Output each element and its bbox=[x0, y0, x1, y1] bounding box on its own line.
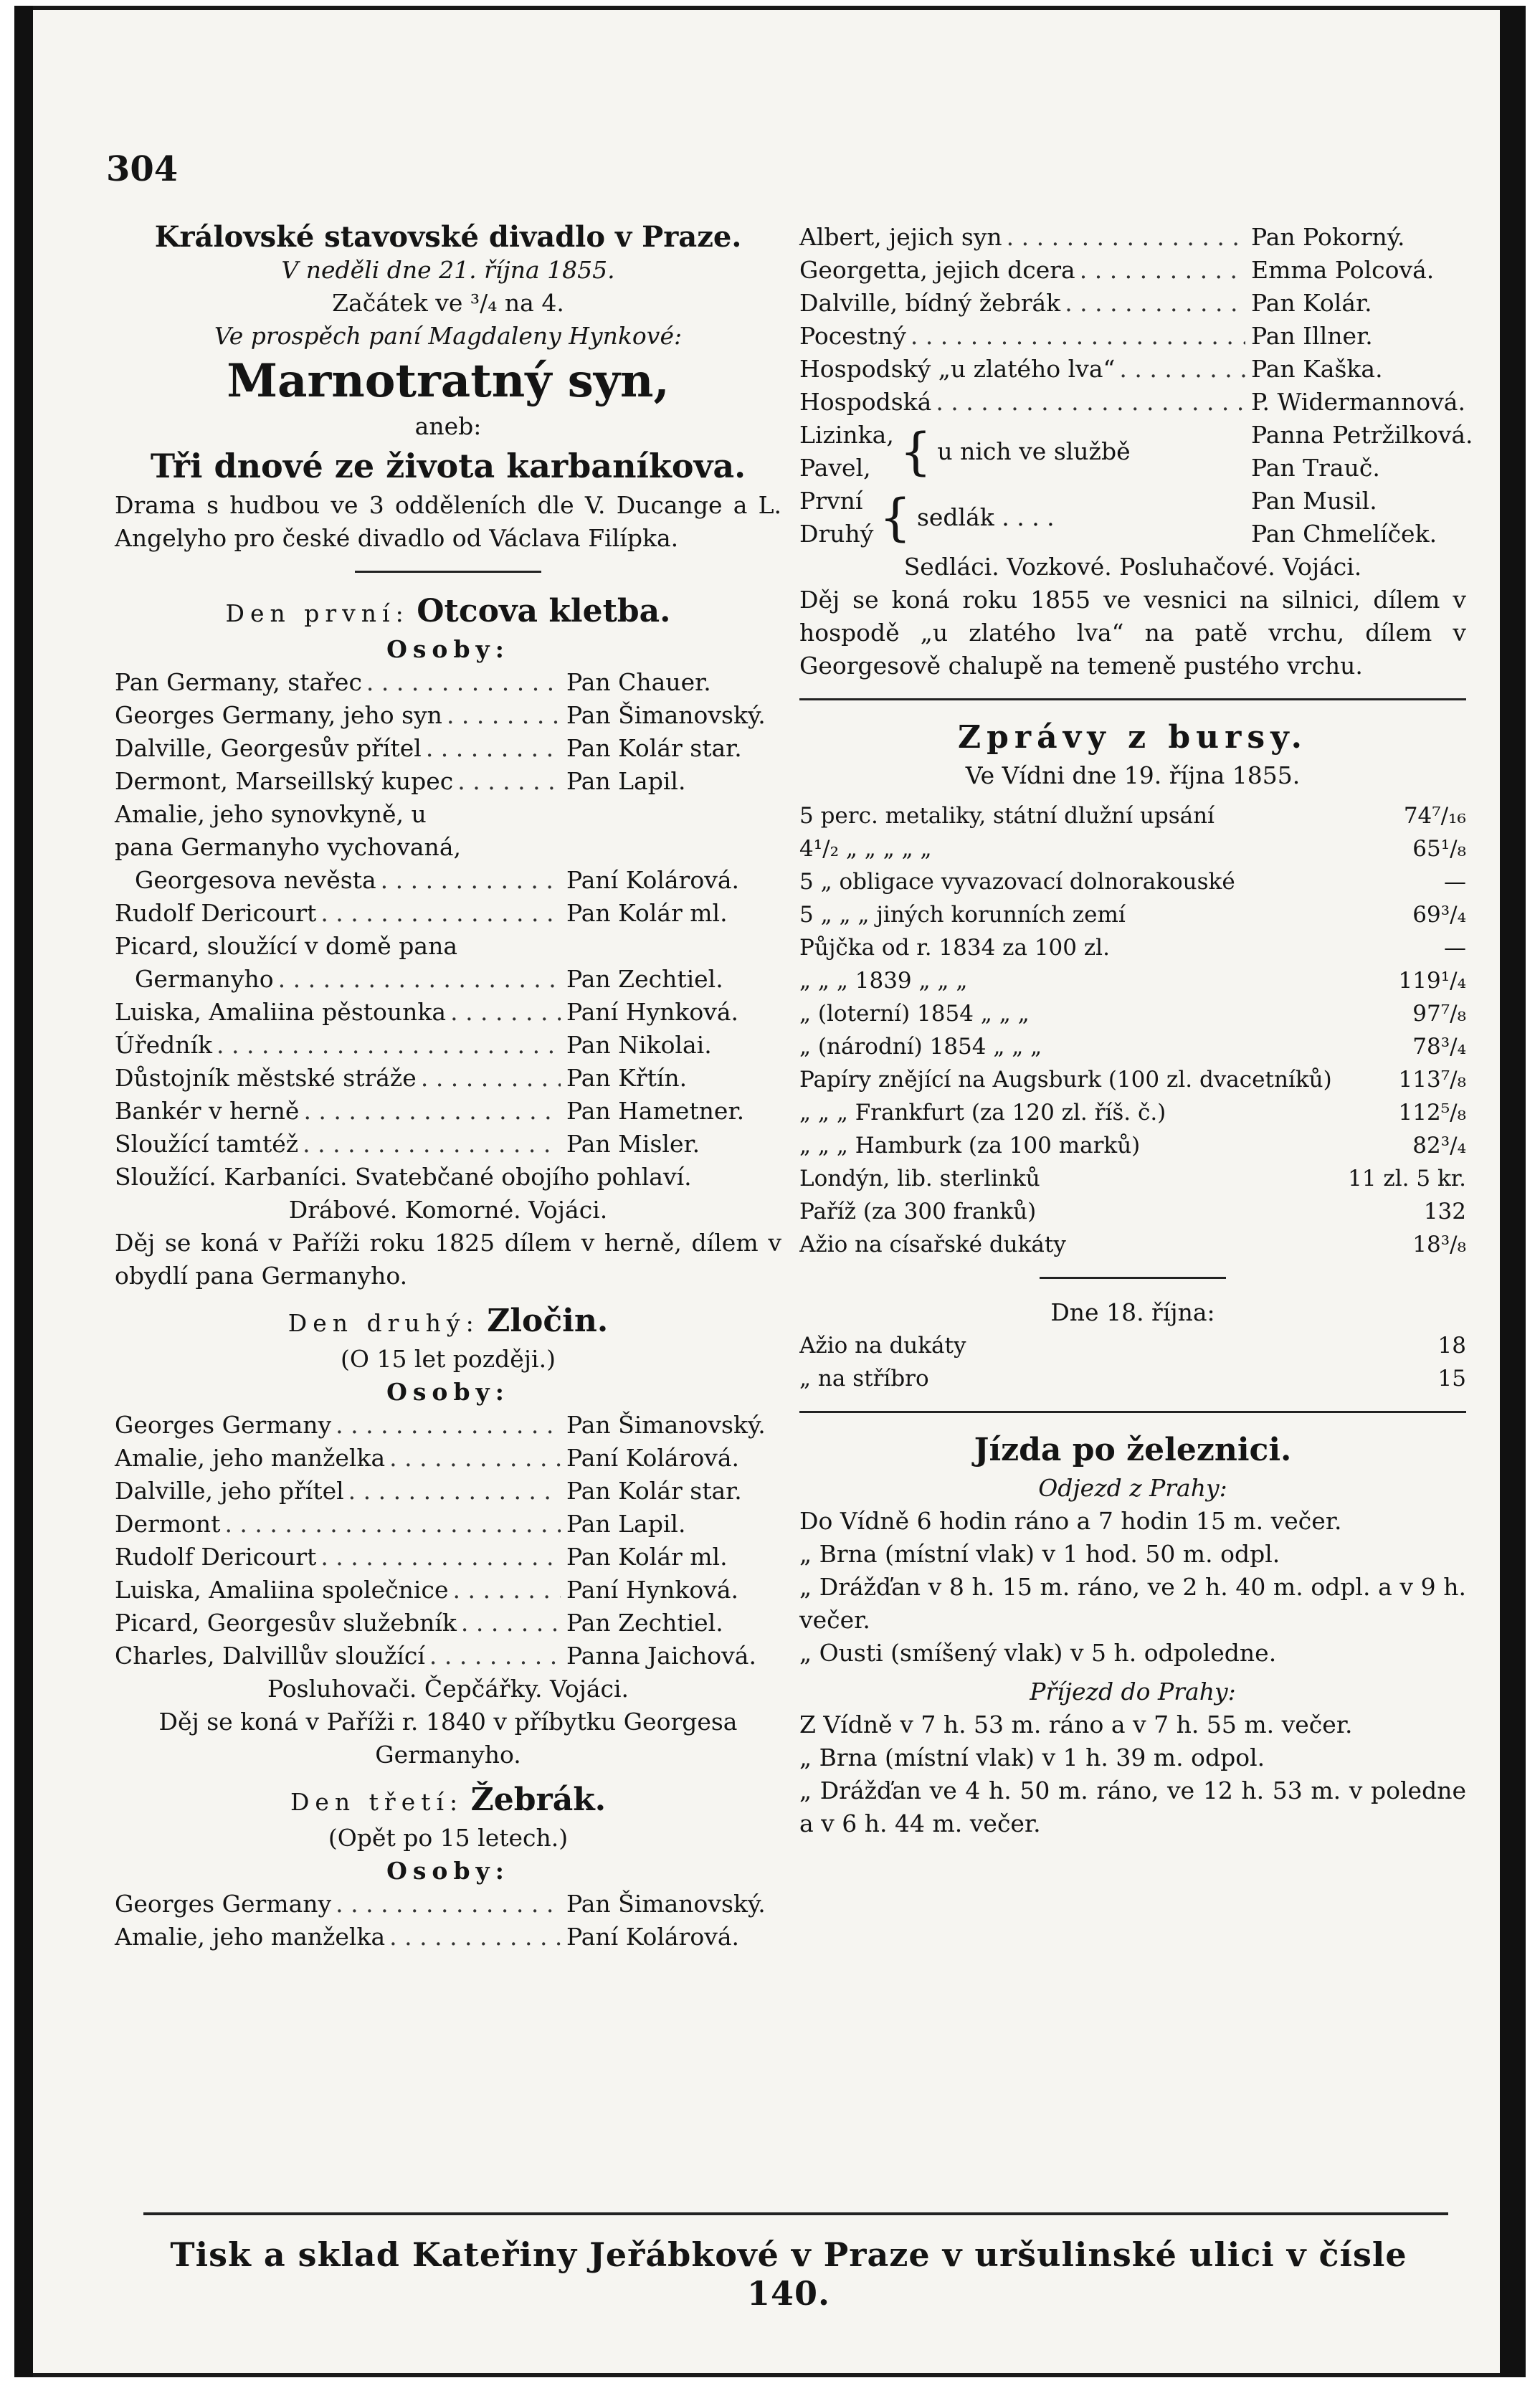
day2-cast bbox=[115, 1409, 781, 1673]
cast-row: Amalie, jeho manželka . . . Paní Kolárová. bbox=[115, 1442, 781, 1475]
performance-date: V neděli dne 21. října 1855. bbox=[281, 256, 615, 284]
cast-row: Georges Germany . . . Pan Šimanovský. bbox=[115, 1409, 781, 1442]
table-row: 5 perc. metaliky, státní dlužní upsání 74⁷/₁₆ bbox=[799, 803, 1466, 829]
table-row: „ „ „ Frankfurt (za 120 zl. říš. č.) 112⁵/₈ bbox=[799, 1100, 1466, 1126]
bourse-date-2: Dne 18. října: bbox=[1050, 1298, 1215, 1326]
day1-cast-c bbox=[115, 963, 781, 1161]
amalie-line1: Amalie, jeho synovkyně, u bbox=[115, 800, 427, 828]
day1-setting: Děj se koná v Paříži roku 1825 dílem v herně, dílem v obydlí pana Germanyho. bbox=[115, 1229, 781, 1290]
day2-note: (O 15 let později.) bbox=[341, 1345, 556, 1373]
cast-row: Amalie, jeho manželka . . . Paní Kolárová. bbox=[115, 1921, 781, 1954]
bourse-table-2 bbox=[799, 1329, 1466, 1395]
rail-heading: Jízda po železnici. bbox=[974, 1432, 1292, 1468]
cast-row: Pocestný . . . Pan Illner. bbox=[799, 320, 1466, 353]
day1-heading-prefix: Den první: bbox=[225, 599, 409, 627]
play-description: Drama s hudbou ve 3 odděleních dle V. Ducange a L. Angelyho pro české divadlo od Václava Filípka. bbox=[115, 491, 781, 552]
day3-note: (Opět po 15 letech.) bbox=[328, 1824, 569, 1852]
day3-osoby: Osoby: bbox=[386, 1857, 510, 1885]
day3-cast bbox=[115, 1888, 781, 1954]
table-row: Paříž (za 300 franků) 132 bbox=[799, 1199, 1466, 1224]
arrival-line: „ Brna (místní vlak) v 1 h. 39 m. odpol. bbox=[799, 1744, 1265, 1771]
play-title: Marnotratný syn, bbox=[227, 354, 670, 408]
cast-row: Albert, jejich syn . . . Pan Pokorný. bbox=[799, 221, 1466, 254]
bourse-date: Ve Vídni dne 19. října 1855. bbox=[965, 761, 1301, 789]
start-time: Začátek ve ³/₄ na 4. bbox=[332, 289, 564, 317]
divider bbox=[355, 571, 541, 573]
cast-row: Důstojník městské stráže . . . Pan Křtín. bbox=[115, 1062, 781, 1095]
day2-heading bbox=[115, 1300, 781, 1343]
departure-line: Do Vídně 6 hodin ráno a 7 hodin 15 m. večer. bbox=[799, 1507, 1342, 1535]
printer-imprint: Tisk a sklad Kateřiny Jeřábkové v Praze v uršulinské ulici v čísle 140. bbox=[170, 2235, 1407, 2313]
cast-row: Georgetta, jejich dcera . . . Emma Polcová. bbox=[799, 254, 1466, 287]
cast-row: Luiska, Amaliina společnice . . . Paní Hynková. bbox=[115, 1574, 781, 1607]
amalie-line2: pana Germanyho vychovaná, bbox=[115, 833, 461, 861]
aneb-line: aneb: bbox=[414, 412, 482, 440]
divider bbox=[1040, 1277, 1226, 1279]
day2-extras: Posluhovači. Čepčářky. Vojáci. bbox=[267, 1675, 629, 1703]
table-row: „ (loterní) 1854 „ „ „ 97⁷/₈ bbox=[799, 1001, 1466, 1027]
cast-row: Hospodský „u zlatého lva“ . . . Pan Kaška. bbox=[799, 353, 1466, 386]
cast-row: Germanyho . . . Pan Zechtiel. bbox=[115, 963, 781, 996]
table-row: Papíry znějící na Augsburk (100 zl. dvacetníků) 113⁷/₈ bbox=[799, 1067, 1466, 1093]
day1-extras-2: Drábové. Komorné. Vojáci. bbox=[288, 1196, 608, 1224]
table-row: Londýn, lib. sterlinků 11 zl. 5 kr. bbox=[799, 1166, 1466, 1192]
day3-heading-prefix: Den třetí: bbox=[290, 1788, 464, 1816]
cast-row: Pan Germany, stařec . . . Pan Chauer. bbox=[115, 666, 781, 699]
scan-edge-right bbox=[1500, 6, 1526, 2377]
table-row: „ „ „ Hamburk (za 100 marků) 82³/₄ bbox=[799, 1133, 1466, 1159]
day3-extras: Sedláci. Vozkové. Posluhačové. Vojáci. bbox=[903, 553, 1362, 581]
cast-row: Dalville, Georgesův přítel . . . Pan Kolár star. bbox=[115, 732, 781, 765]
cast-row: Georgesova nevěsta . . . Paní Kolárová. bbox=[115, 864, 781, 897]
day1-osoby: Osoby: bbox=[386, 635, 510, 663]
day1-cast-a bbox=[115, 666, 781, 798]
table-row: „ „ „ 1839 „ „ „ 119¹/₄ bbox=[799, 968, 1466, 994]
day1-extras-1: Sloužící. Karbaníci. Svatebčané obojího pohlaví. bbox=[115, 1163, 692, 1191]
cast-row: Hospodská . . . P. Widermannová. bbox=[799, 386, 1466, 419]
day3-setting: Děj se koná roku 1855 ve vesnici na silnici, dílem v hospodě „u zlatého lva“ na patě vrchu, dílem v Georgesově chalupě na temeně pustého vrchu. bbox=[799, 586, 1466, 680]
cast-row: Luiska, Amaliina pěstounka . . . Paní Hynková. bbox=[115, 996, 781, 1029]
departures-heading: Odjezd z Prahy: bbox=[1038, 1474, 1227, 1502]
cast-row: Georges Germany, jeho syn . . . Pan Šimanovský. bbox=[115, 699, 781, 732]
divider bbox=[143, 2212, 1448, 2215]
day1-heading-title: Otcova kletba. bbox=[417, 593, 671, 629]
table-row: „ na stříbro 15 bbox=[799, 1366, 1466, 1392]
cast-row: Úředník . . . Pan Nikolai. bbox=[115, 1029, 781, 1062]
cast-row: Sloužící tamtéž . . . Pan Misler. bbox=[115, 1128, 781, 1161]
day2-heading-title: Zločin. bbox=[487, 1303, 609, 1339]
theatre-name: Královské stavovské divadlo v Praze. bbox=[154, 220, 742, 254]
table-row: Ažio na císařské dukáty 18³/₈ bbox=[799, 1232, 1466, 1257]
cast-row: Dalville, bídný žebrák . . . Pan Kolár. bbox=[799, 287, 1466, 320]
cast-row: Georges Germany . . . Pan Šimanovský. bbox=[115, 1888, 781, 1921]
divider bbox=[799, 1411, 1466, 1413]
cast-row: Picard, Georgesův služebník . . . Pan Zechtiel. bbox=[115, 1607, 781, 1640]
departure-line: „ Ousti (smíšený vlak) v 5 h. odpoledne. bbox=[799, 1639, 1277, 1667]
left-column bbox=[115, 221, 781, 1954]
day3-heading-title: Žebrák. bbox=[470, 1782, 607, 1818]
day2-heading-prefix: Den druhý: bbox=[287, 1309, 480, 1337]
play-subtitle: Tři dnové ze života karbaníkova. bbox=[150, 447, 746, 485]
bracket-group-peasants: První Druhý { sedlák . . . . Pan Musil. Pan Chmelíček. bbox=[799, 487, 1437, 548]
arrival-line: Z Vídně v 7 h. 53 m. ráno a v 7 h. 55 m. večer. bbox=[799, 1711, 1353, 1739]
table-row: „ (národní) 1854 „ „ „ 78³/₄ bbox=[799, 1034, 1466, 1060]
arrival-line: „ Drážďan ve 4 h. 50 m. ráno, ve 12 h. 53 m. v poledne a v 6 h. 44 m. večer. bbox=[799, 1776, 1466, 1837]
picard-line1: Picard, sloužící v domě pana bbox=[115, 932, 458, 960]
day2-setting: Děj se koná v Paříži r. 1840 v příbytku Georgesa Germanyho. bbox=[158, 1708, 738, 1769]
bracket-group-servants: Lizinka, Pavel, { u nich ve službě Panna Petržilková. Pan Trauč. bbox=[799, 421, 1473, 482]
day3-cast-continued bbox=[799, 221, 1466, 419]
bourse-heading: Zprávy z bursy. bbox=[958, 719, 1308, 756]
day3-heading bbox=[115, 1779, 781, 1822]
benefit-line: Ve prospěch paní Magdaleny Hynkové: bbox=[214, 322, 683, 350]
scan-edge-left bbox=[14, 6, 33, 2377]
table-row: Půjčka od r. 1834 za 100 zl. — bbox=[799, 935, 1466, 961]
cast-row: Rudolf Dericourt . . . Pan Kolár ml. bbox=[115, 1541, 781, 1574]
right-column bbox=[799, 221, 1473, 1840]
brace-icon: { bbox=[899, 422, 932, 481]
cast-row: Dermont, Marseillský kupec . . . Pan Lapil. bbox=[115, 765, 781, 798]
divider bbox=[799, 698, 1466, 700]
cast-row: Dermont . . . Pan Lapil. bbox=[115, 1508, 781, 1541]
cast-row: Rudolf Dericourt . . . Pan Kolár ml. bbox=[115, 897, 781, 930]
arrivals-heading: Příjezd do Prahy: bbox=[1030, 1678, 1236, 1706]
day2-osoby: Osoby: bbox=[386, 1378, 510, 1406]
day1-cast-b bbox=[115, 864, 781, 930]
day1-heading bbox=[115, 590, 781, 633]
departure-line: „ Brna (místní vlak) v 1 hod. 50 m. odpl. bbox=[799, 1540, 1280, 1568]
table-row: 4¹/₂ „ „ „ „ „ 65¹/₈ bbox=[799, 836, 1466, 862]
page-number: 304 bbox=[106, 149, 179, 189]
brace-icon: { bbox=[879, 488, 911, 547]
cast-row: Charles, Dalvillův sloužící . . . Panna Jaichová. bbox=[115, 1640, 781, 1673]
bourse-table bbox=[799, 799, 1466, 1261]
table-row: 5 „ „ „ jiných korunních zemí 69³/₄ bbox=[799, 902, 1466, 928]
cast-row: Bankér v herně . . . Pan Hametner. bbox=[115, 1095, 781, 1128]
newspaper-page bbox=[14, 6, 1526, 2377]
cast-row: Dalville, jeho přítel . . . Pan Kolár star. bbox=[115, 1475, 781, 1508]
departure-line: „ Drážďan v 8 h. 15 m. ráno, ve 2 h. 40 m. odpl. a v 9 h. večer. bbox=[799, 1573, 1466, 1634]
table-row: 5 „ obligace vyvazovací dolnorakouské — bbox=[799, 869, 1466, 895]
table-row: Ažio na dukáty 18 bbox=[799, 1333, 1466, 1359]
